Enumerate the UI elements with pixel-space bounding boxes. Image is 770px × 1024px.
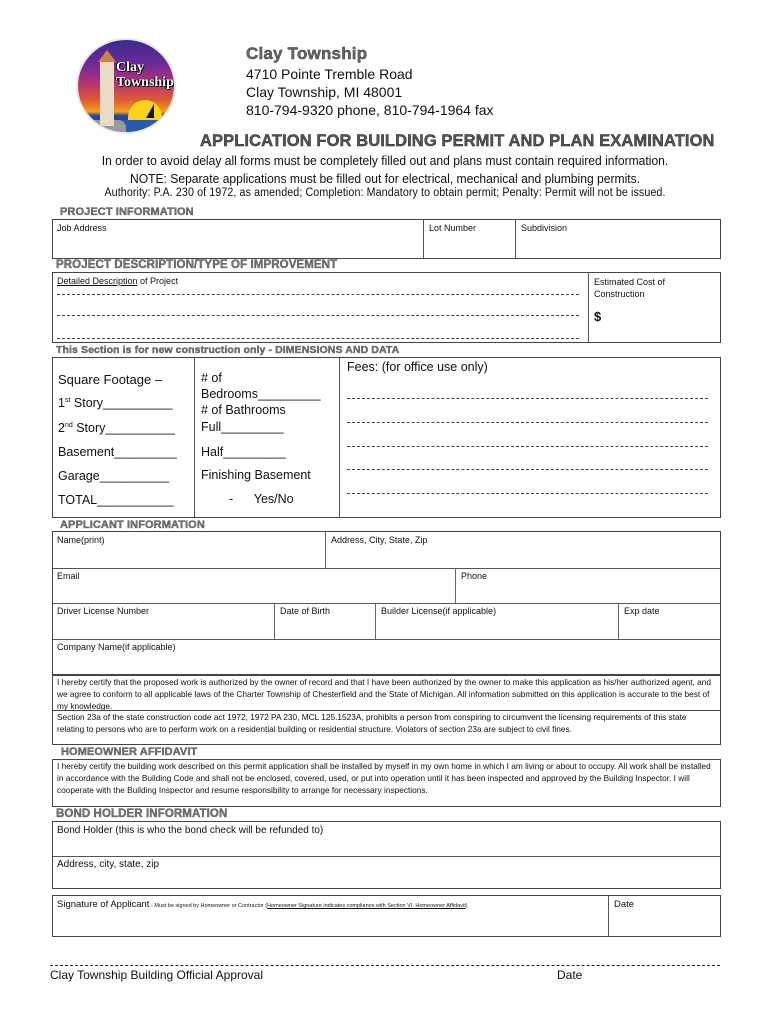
builder-license-label: Builder License(if applicable) [381, 606, 497, 616]
signature-note-suffix: ) [465, 903, 468, 909]
bond-holder-field[interactable] [53, 822, 720, 856]
intro-authority: Authority: P.A. 230 of 1972, as amended; Completion: Mandatory to obtain permit; Penalty: Permit will not be issued. [104, 187, 666, 199]
subdivision-field[interactable] [515, 220, 720, 258]
detailed-description-field[interactable] [53, 273, 588, 342]
signature-field[interactable] [53, 896, 608, 936]
signature-table [52, 895, 721, 937]
applicant-phone-field[interactable] [455, 568, 720, 603]
applicant-information-heading: APPLICANT INFORMATION [60, 519, 205, 531]
bedrooms-field[interactable]: Bedrooms_________ [201, 387, 321, 401]
project-description-table [52, 272, 721, 343]
signature-note-prefix: - Must be signed by Homeowner or Contractor ( [149, 903, 268, 909]
applicant-name-label: Name(print) [57, 535, 105, 545]
lot-number-label: Lot Number [429, 223, 477, 233]
finishing-basement-yes-no[interactable]: - Yes/No [229, 492, 294, 506]
intro-line1: In order to avoid delay all forms must be completely filled out and plans must contain required information. [101, 153, 669, 168]
applicant-phone-label: Phone [461, 571, 488, 581]
project-description-heading: PROJECT DESCRIPTION/TYPE OF IMPROVEMENT [56, 259, 338, 271]
signature-label [57, 899, 468, 910]
first-story-rest: Story__________ [70, 396, 173, 410]
description-line-3 [57, 338, 579, 339]
certification-text: I hereby certify that the proposed work is authorized by the owner of record and that I have been authorized by the owner to make this application as his/her authorized agent, and we agree to conform to all applicable laws of the Charter Township of Chesterfield and the State of Michigan. All information submitted on this application is accurate to the best of my knowledge. [57, 677, 712, 711]
second-story-field[interactable] [58, 421, 175, 435]
detailed-description-label-underlined: Detailed Description [57, 276, 138, 286]
section-23a-text: Section 23a of the state construction code act 1972, 1972 PA 230, MCL 125.1523A, prohibits a person from conspiring to circumvent the licensing requirements of this state relating to persons who are to perform work on a residential building or residential structure. Violators of section 23a are subject to civil fines. [57, 712, 687, 734]
divider [339, 358, 340, 517]
logo-text-line1: Clay [116, 60, 144, 75]
applicant-email-field[interactable] [53, 568, 455, 603]
estimated-cost-label: Estimated Cost of Construction [594, 277, 666, 299]
approval-signature-line[interactable] [50, 965, 720, 966]
estimated-cost-field[interactable] [588, 273, 720, 342]
date-of-birth-label: Date of Birth [280, 606, 331, 616]
org-address-line1: 4710 Pointe Tremble Road [246, 66, 413, 82]
currency-symbol: $ [594, 309, 602, 324]
half-bath-field[interactable]: Half_________ [201, 445, 286, 459]
lighthouse-icon [100, 60, 114, 126]
driver-license-field[interactable] [53, 603, 274, 639]
second-story-rest: Story__________ [72, 421, 175, 435]
bathrooms-label: # of Bathrooms [201, 403, 286, 417]
detailed-description-label [57, 276, 178, 286]
logo-sun [128, 100, 162, 120]
official-approval-label: Clay Township Building Official Approval [50, 968, 264, 982]
fees-line-2[interactable] [347, 422, 708, 423]
bond-holder-table [52, 821, 721, 889]
detailed-description-label-rest: of Project [137, 276, 179, 286]
square-footage-label: Square Footage – [58, 372, 163, 387]
exp-date-field[interactable] [618, 603, 720, 639]
project-information-heading: PROJECT INFORMATION [60, 206, 194, 218]
description-line-1 [57, 294, 579, 295]
fees-line-4[interactable] [347, 469, 708, 470]
subdivision-label: Subdivision [521, 223, 568, 233]
bond-holder-address-field[interactable] [53, 856, 720, 890]
company-name-label: Company Name(if applicable) [57, 642, 176, 652]
lot-number-field[interactable] [423, 220, 515, 258]
homeowner-affidavit-text: I hereby certify the building work described on this permit application shall be installed by myself in my own home in which I am living or about to occupy. All work shall be installed in accordance with the Building Code and shall not be enclosed, covered, used, or put into operation until it has been inspected and approved by the Building Inspector. I will cooperate with the Building Inspector and resume responsibility to arrange for necessary inspections. [57, 761, 711, 795]
applicant-information-table [52, 531, 721, 675]
divider [194, 358, 195, 517]
signature-label-main: Signature of Applicant [57, 899, 150, 910]
logo-text-line2: Township [116, 75, 174, 90]
driver-license-label: Driver License Number [57, 606, 150, 616]
applicant-name-field[interactable] [53, 532, 325, 568]
job-address-field[interactable] [53, 220, 423, 258]
bond-holder-address-label: Address, city, state, zip [57, 859, 160, 870]
signature-note-underlined: Homeowner Signature indicates compliance with Section VI. Homeowner Affidavit [267, 903, 466, 909]
fees-line-5[interactable] [347, 493, 708, 494]
signature-date-label: Date [614, 899, 635, 910]
fees-line-3[interactable] [347, 446, 708, 447]
dimensions-heading: This Section is for new construction only - DIMENSIONS AND DATA [56, 344, 400, 356]
total-field[interactable]: TOTAL___________ [58, 493, 174, 507]
bond-holder-label: Bond Holder (this is who the bond check will be refunded to) [57, 825, 324, 836]
second-story-sup: nd [64, 421, 73, 429]
description-line-2 [57, 315, 579, 316]
date-of-birth-field[interactable] [274, 603, 375, 639]
finishing-basement-label: Finishing Basement [201, 468, 311, 482]
first-story-num: 1 [58, 396, 65, 410]
first-story-field[interactable] [58, 396, 173, 410]
org-name: Clay Township [246, 44, 368, 63]
applicant-address-field[interactable] [325, 532, 720, 568]
garage-field[interactable]: Garage__________ [58, 469, 170, 483]
certification-box [52, 675, 721, 711]
fees-label: Fees: (for office use only) [347, 360, 488, 374]
second-story-num: 2 [58, 421, 65, 435]
approval-date-label: Date [557, 968, 583, 982]
applicant-email-label: Email [57, 571, 80, 581]
clay-township-logo [78, 40, 174, 132]
org-contact-line: 810-794-9320 phone, 810-794-1964 fax [246, 102, 494, 118]
logo-sailboat-icon [146, 104, 154, 118]
homeowner-affidavit-heading: HOMEOWNER AFFIDAVIT [61, 746, 198, 758]
job-address-label: Job Address [57, 223, 107, 233]
org-address-line2: Clay Township, MI 48001 [246, 84, 403, 100]
dimensions-table [52, 357, 721, 518]
bond-holder-heading: BOND HOLDER INFORMATION [56, 808, 228, 820]
company-name-field[interactable] [53, 639, 720, 675]
homeowner-affidavit-box [52, 759, 721, 807]
basement-field[interactable]: Basement_________ [58, 445, 177, 459]
builder-license-field[interactable] [375, 603, 618, 639]
intro-note: NOTE: Separate applications must be filled out for electrical, mechanical and plumbing permits. [129, 171, 641, 186]
form-title: APPLICATION FOR BUILDING PERMIT AND PLAN EXAMINATION [200, 132, 715, 150]
lighthouse-roof [98, 50, 116, 62]
exp-date-label: Exp date [624, 606, 660, 616]
first-story-sup: st [64, 396, 71, 404]
full-bath-field[interactable]: Full_________ [201, 420, 284, 434]
project-information-table [52, 219, 721, 259]
bedrooms-label-line1: # of [201, 371, 222, 385]
applicant-address-label: Address, City, State, Zip [331, 535, 428, 545]
fees-line-1[interactable] [347, 398, 708, 399]
section-23a-box [52, 710, 721, 745]
signature-date-field[interactable] [608, 896, 720, 936]
logo-text [116, 60, 174, 90]
